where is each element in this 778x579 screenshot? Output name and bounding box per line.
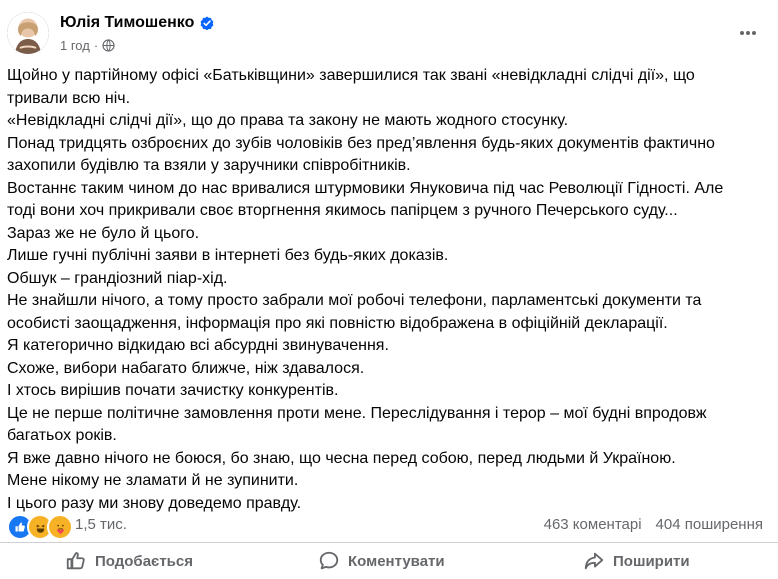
reactions-bar xyxy=(7,512,771,538)
comment-button[interactable] xyxy=(318,550,445,572)
more-horizontal-icon xyxy=(738,23,758,43)
engagement-counts xyxy=(544,516,763,533)
author-name-row xyxy=(60,13,214,33)
avatar[interactable] xyxy=(7,12,49,54)
post-paragraph-line: Щойно у партійному офісі «Батьківщини» завершилися так звані «невідкладні слідчі дії», що xyxy=(7,67,695,84)
share-button[interactable] xyxy=(583,550,690,572)
post-action-bar xyxy=(0,542,778,579)
comment-icon xyxy=(318,550,340,572)
more-options-button[interactable] xyxy=(735,20,761,46)
post-paragraph-line: тривали всю ніч. xyxy=(7,89,131,107)
post-paragraph-line: багатьох років. xyxy=(7,427,117,444)
like-button-label: Подобається xyxy=(95,552,193,570)
post-paragraph-line: «Невідкладні слідчі дії», що до права та закону не мають жодного стосунку. xyxy=(7,112,569,129)
post-paragraph-line: Лише гучні публічні заяви в інтернеті без будь-яких доказів. xyxy=(7,247,449,264)
post-paragraph-line: І хтось вирішив почати зачистку конкурентів. xyxy=(7,382,339,399)
post-time[interactable]: 1 год xyxy=(60,38,90,53)
post-paragraph-line: тоді вони хоч прикривали своє вторгнення якимось папірцем з ручного Печерського суду... xyxy=(7,202,678,219)
post-paragraph-line: Мене нікому не зламати й не зупинити. xyxy=(7,472,299,489)
post-paragraph-line: Обшук – грандіозний піар-хід. xyxy=(7,269,228,287)
post-paragraph-line: Це не перше політичне замовлення проти мене. Переслідування і терор – мої будні впродовж xyxy=(7,404,707,422)
reaction-icons[interactable] xyxy=(7,514,67,540)
post-paragraph-line: захопили будівлю та взяли у заручники співробітників. xyxy=(7,157,411,174)
post-meta xyxy=(60,38,115,53)
thumbs-up-icon xyxy=(65,550,87,572)
share-button-label: Поширити xyxy=(613,552,690,570)
post-paragraph-line: Понад тридцять озброєних до зубів чоловіків без пред’явлення будь-яких документів фактично xyxy=(7,134,715,152)
post-header xyxy=(0,0,778,62)
author-name[interactable]: Юлія Тимошенко xyxy=(60,14,195,31)
globe-icon xyxy=(102,39,115,52)
post-paragraph-line: Я категорично відкидаю всі абсурдні звинувачення. xyxy=(7,337,389,354)
post-paragraph-line: Востаннє таким чином до нас вривалися штурмовики Януковича під час Революції Гідності. Але xyxy=(7,179,724,197)
post-paragraph-line: Зараз же не було й цього. xyxy=(7,224,200,242)
share-icon xyxy=(583,550,605,572)
post-text xyxy=(7,65,767,515)
comment-button-label: Коментувати xyxy=(348,552,445,570)
post-paragraph-line: особисті заощадження, інформація про які повністю відображена в офіційній декларації. xyxy=(7,314,668,332)
meta-separator: · xyxy=(93,38,99,53)
care-icon xyxy=(47,514,73,540)
post-paragraph-line: Я вже давно нічого не боюся, бо знаю, що чесна перед собою, перед людьми й Україною. xyxy=(7,449,676,467)
post-paragraph-line: Не знайшли нічого, а тому просто забрали мої робочі телефони, парламентські документи та xyxy=(7,292,702,309)
post-paragraph-line: І цього разу ми знову доведемо правду. xyxy=(7,494,302,512)
post-paragraph-line: Схоже, вибори набагато ближче, ніж здавалося. xyxy=(7,359,365,377)
reaction-count[interactable]: 1,5 тис. xyxy=(75,516,127,533)
like-button[interactable] xyxy=(65,550,193,572)
verified-badge-icon xyxy=(200,16,214,30)
share-count[interactable]: 404 поширення xyxy=(655,516,763,533)
comment-count[interactable]: 463 коментарі xyxy=(543,516,642,533)
